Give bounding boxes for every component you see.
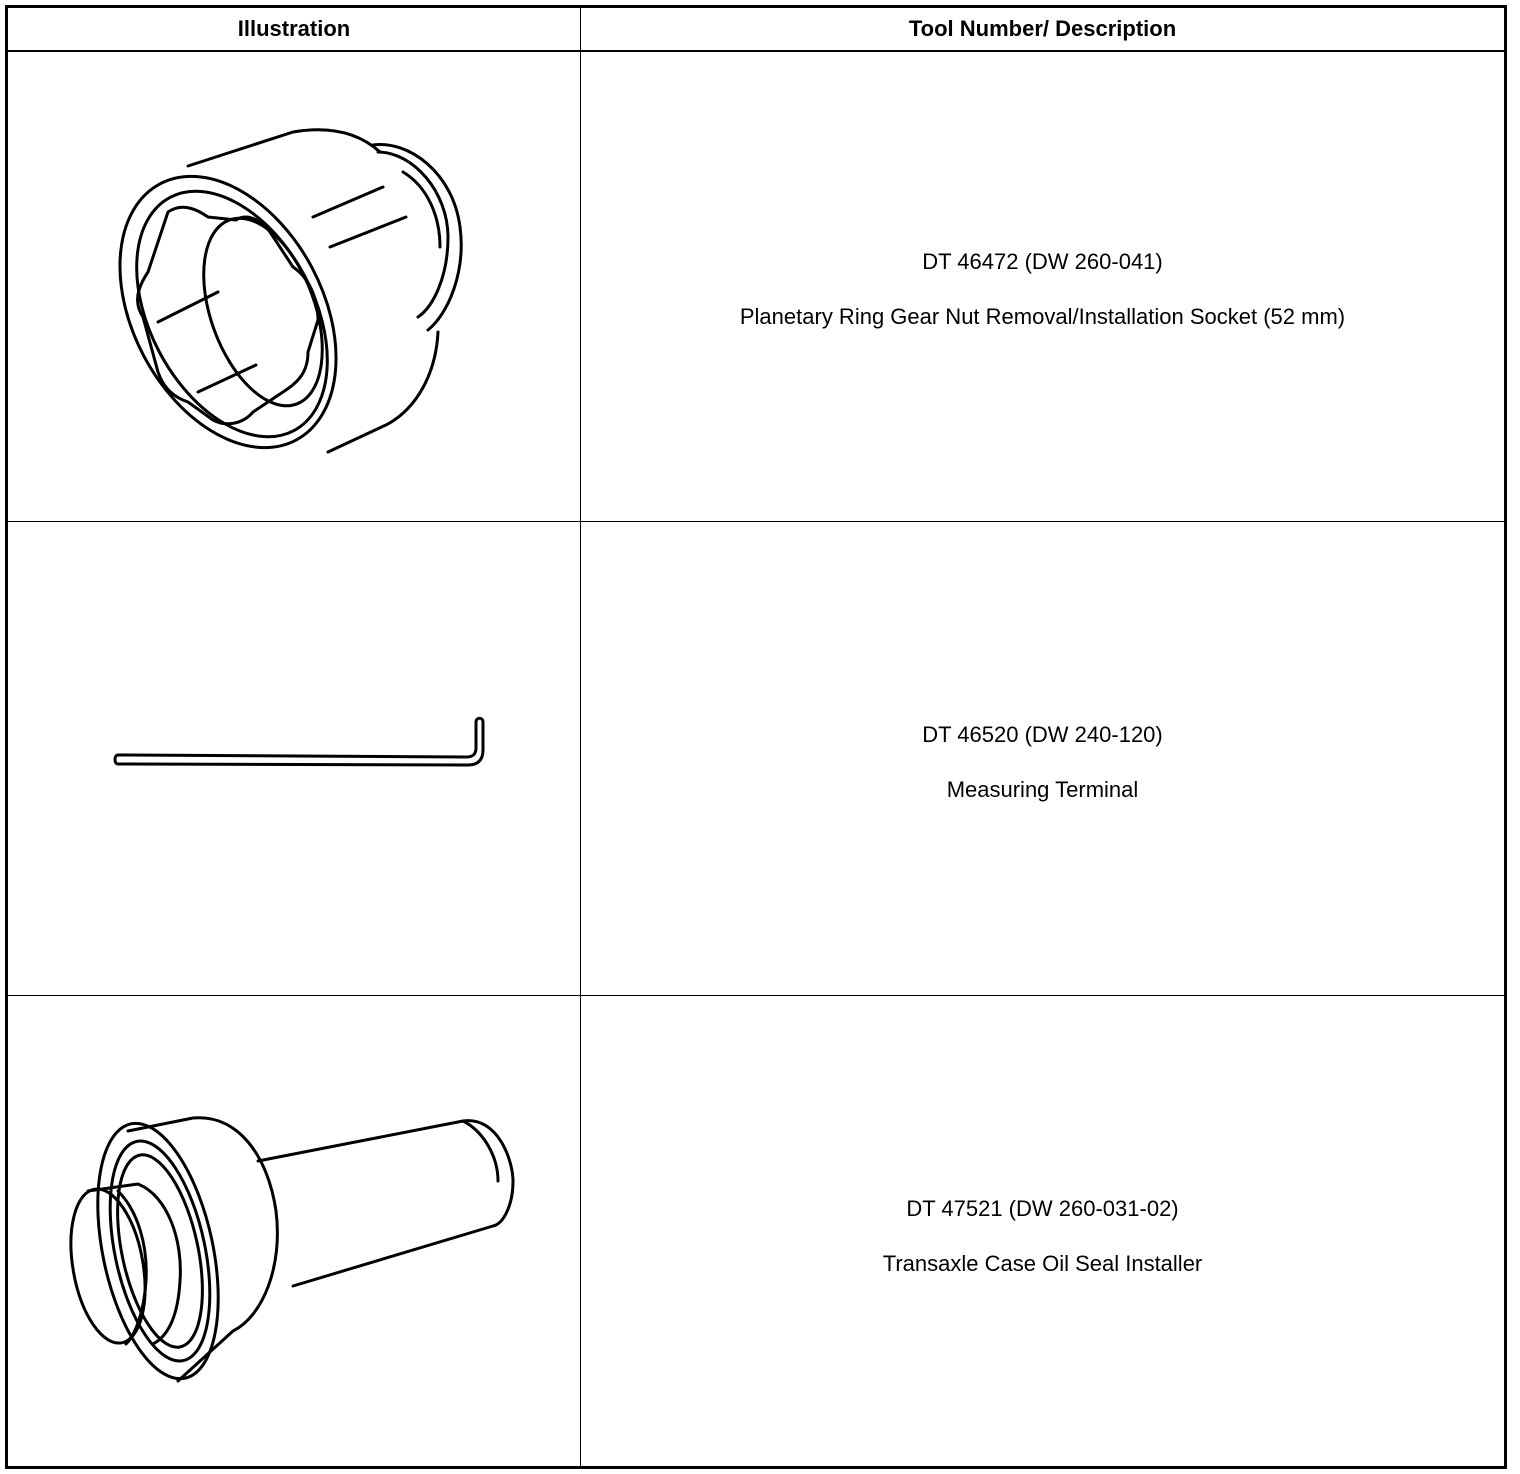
tool-number: DT 46472 (DW 260-041): [922, 249, 1163, 274]
socket-icon: [8, 52, 580, 521]
tool-description-cell: [581, 996, 1504, 1469]
tool-description-cell: [581, 522, 1504, 995]
seal-installer-icon: [8, 996, 580, 1469]
special-tools-table: [5, 5, 1507, 1469]
tool-number: DT 46520 (DW 240-120): [922, 722, 1163, 747]
table-row: [8, 996, 580, 1469]
tool-number: DT 47521 (DW 260-031-02): [906, 1196, 1179, 1221]
measuring-terminal-icon: [8, 522, 580, 995]
tool-description: Measuring Terminal: [946, 777, 1139, 802]
table-row: [8, 52, 580, 521]
tool-description-cell: [581, 52, 1504, 521]
header-tool-description: Tool Number/ Description: [908, 16, 1177, 41]
tool-description: Planetary Ring Gear Nut Removal/Installation Socket (52 mm): [739, 304, 1346, 329]
header-illustration: Illustration: [237, 16, 351, 41]
tool-description: Transaxle Case Oil Seal Installer: [882, 1251, 1203, 1276]
table-row: [8, 522, 580, 995]
